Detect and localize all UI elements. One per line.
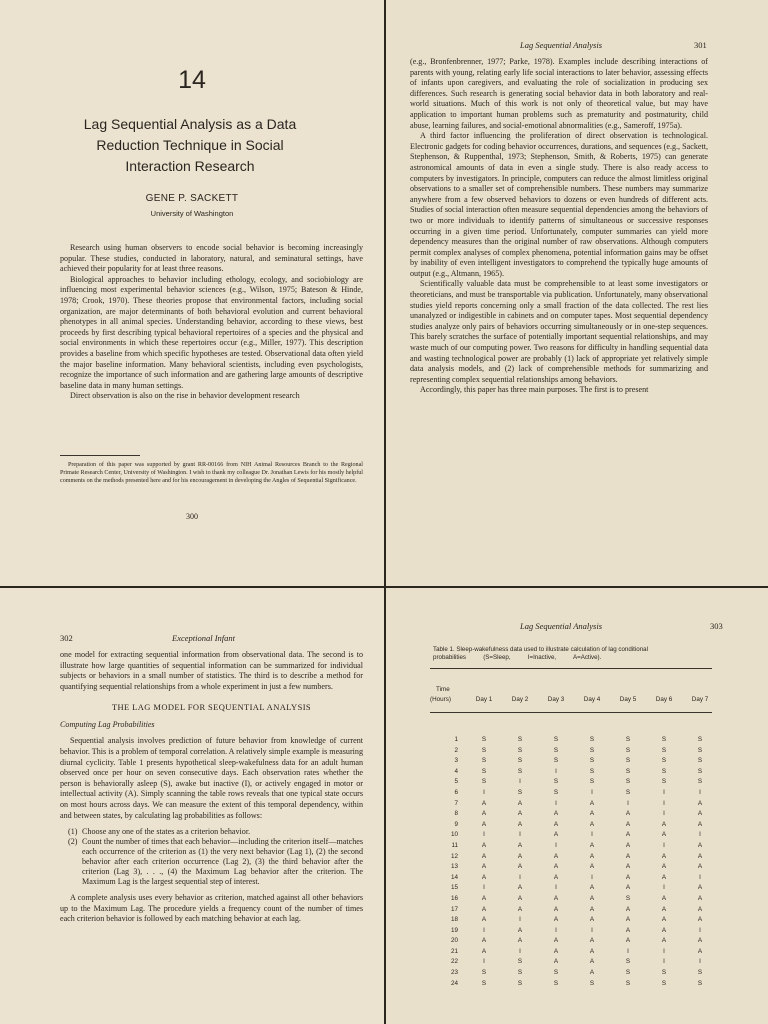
state-cell: S: [697, 746, 703, 754]
state-cell: A: [697, 894, 703, 902]
running-head: Exceptional Infant: [172, 633, 236, 643]
state-cell: I: [519, 831, 521, 839]
page-301: [386, 0, 768, 586]
state-cell: S: [697, 736, 703, 743]
state-cell: S: [589, 746, 595, 754]
state-cell: A: [625, 820, 631, 828]
state-cell: I: [483, 884, 485, 892]
table-row: [426, 883, 716, 894]
chapter-number: 14: [178, 66, 206, 94]
state-cell: S: [697, 778, 703, 786]
state-cell: A: [625, 884, 631, 892]
state-cell: A: [697, 947, 703, 955]
state-cell: A: [481, 937, 487, 945]
state-cell: A: [553, 905, 559, 913]
state-cell: A: [517, 810, 523, 818]
state-cell: A: [517, 820, 523, 828]
state-cell: I: [663, 884, 665, 892]
day-header: Day 4: [583, 696, 601, 703]
hour-cell: 23: [450, 969, 458, 977]
list-number: (2): [68, 837, 78, 847]
state-cell: A: [481, 841, 487, 849]
hour-cell: 2: [454, 746, 458, 754]
state-cell: I: [699, 873, 701, 881]
paragraph: Sequential analysis involves prediction of future behavior from knowledge of current behavior. This is a problem of temporal correlation. A relatively simple example is measuring diurnal cyclicity. Table 1 presents hypothetical sleep-wakefulness data for an adult human observed once per hour on seven consecutive days. Each observation rates whether the person is behaviorally asleep (S), awake but inactive (I), or actively engaged in motor or intellectual activity (A). Simply scanning the table rows reveals that one typical state occurs on most hours across days. We can measure the extent of this temporal dependency, within and between states, by calculating lag probabilities as follows:: [60, 736, 363, 820]
table-rule-header: [430, 712, 712, 713]
hour-cell: 7: [454, 799, 458, 807]
state-cell: S: [589, 767, 595, 775]
state-cell: A: [481, 810, 487, 818]
table-header-row: [426, 685, 716, 695]
state-cell: I: [555, 799, 557, 807]
state-cell: A: [589, 841, 595, 849]
state-cell: A: [697, 852, 703, 860]
paragraph: Research using human observers to encode social behavior is becoming increasingly popular. These studies, conducted in laboratory, natural, and seminatural settings, have achieved their popularity for at least three reasons.: [60, 243, 363, 274]
state-cell: A: [625, 863, 631, 871]
state-cell: I: [663, 810, 665, 818]
footnote: Preparation of this paper was supported by grant RR-00166 from NIH Animal Resources Branch to the Regional Primate Research Center, University of Washington. I wish to thank my colleague Dr. Jonathan Lewis for his mostly helpful comments on the methods presented here and for his encouragement in developing the Angles of Sequential Significance.: [60, 462, 363, 485]
state-cell: S: [481, 979, 487, 987]
state-cell: S: [661, 979, 667, 987]
table-row: [426, 841, 716, 852]
day-header: Day 5: [619, 696, 637, 703]
paragraph: Biological approaches to behavior including ethology, ecology, and sociobiology are influencing most experimental behavior sciences (e.g., Wilson, 1975; Bateson & Hinde, 1978; Crook, 1970). These theories propose that environmental factors, including social organization, are major determinants of both behavioral evolution and current behavioral phenotypes in all animal species. Understanding behavior, according to these views, best proceeds by first describing typical behavioral repertoires of a species and the physical and social environments in which these repertoires occur (e.g., Miller, 1977). This description provides a baseline from which specific hypotheses are tested. Observational data often yield the major baseline information. Many behavioral scientists, including even psychologists, recognize the importance of such information and are gathering large amounts of descriptive baseline data in many human settings.: [60, 274, 363, 390]
state-cell: I: [519, 947, 521, 955]
state-cell: S: [589, 979, 595, 987]
table-row: [426, 894, 716, 905]
state-cell: I: [555, 926, 557, 934]
state-cell: A: [553, 873, 559, 881]
day-header: Day 7: [691, 696, 709, 703]
table-row: [426, 936, 716, 947]
hour-cell: 6: [454, 788, 458, 796]
state-cell: S: [661, 969, 667, 977]
state-cell: I: [699, 958, 701, 966]
day-header: Day 2: [511, 696, 529, 703]
state-cell: S: [625, 958, 631, 966]
hour-cell: 24: [450, 979, 458, 987]
state-cell: A: [661, 820, 667, 828]
state-cell: S: [625, 894, 631, 902]
state-cell: I: [663, 788, 665, 796]
table-row: [426, 852, 716, 863]
footnote-rule: [60, 455, 140, 456]
table-row: [426, 968, 716, 979]
state-cell: A: [589, 947, 595, 955]
state-cell: A: [589, 863, 595, 871]
state-cell: I: [663, 958, 665, 966]
state-cell: A: [481, 873, 487, 881]
state-cell: S: [517, 969, 523, 977]
table-row: [426, 873, 716, 884]
table-caption-line: Table 1. Sleep-wakefulness data used to illustrate calculation of lag conditional: [433, 646, 648, 653]
state-cell: I: [483, 958, 485, 966]
table-header-row: [426, 695, 716, 706]
state-cell: A: [661, 863, 667, 871]
state-cell: I: [555, 841, 557, 849]
state-cell: I: [591, 926, 593, 934]
state-cell: S: [661, 736, 667, 743]
state-cell: A: [625, 937, 631, 945]
state-cell: A: [589, 969, 595, 977]
state-cell: A: [661, 937, 667, 945]
state-cell: A: [697, 810, 703, 818]
state-cell: A: [697, 884, 703, 892]
state-cell: I: [663, 947, 665, 955]
state-cell: S: [589, 736, 595, 743]
state-cell: A: [589, 884, 595, 892]
state-cell: A: [697, 863, 703, 871]
state-cell: I: [555, 884, 557, 892]
state-cell: A: [625, 916, 631, 924]
table-row: [426, 979, 716, 990]
table-row: [426, 777, 716, 788]
state-cell: A: [553, 810, 559, 818]
state-cell: S: [481, 778, 487, 786]
state-cell: S: [661, 767, 667, 775]
hour-cell: 3: [454, 757, 458, 765]
state-cell: S: [481, 757, 487, 765]
hour-cell: 11: [451, 841, 458, 849]
hour-cell: 12: [450, 852, 458, 860]
subsection-heading: Computing Lag Probabilities: [60, 720, 155, 730]
table-row: [426, 746, 716, 757]
paragraph: Accordingly, this paper has three main purposes. The first is to present: [420, 385, 649, 395]
table-row: [426, 735, 716, 746]
state-cell: I: [555, 767, 557, 775]
hour-cell: 14: [450, 873, 458, 881]
hour-cell: 1: [454, 736, 458, 743]
state-cell: A: [697, 905, 703, 913]
state-cell: S: [625, 757, 631, 765]
state-cell: S: [517, 979, 523, 987]
hour-cell: 21: [450, 947, 458, 955]
state-cell: A: [481, 947, 487, 955]
table-row: [426, 862, 716, 873]
state-cell: S: [625, 767, 631, 775]
state-cell: S: [589, 757, 595, 765]
state-cell: A: [661, 873, 667, 881]
state-cell: A: [625, 926, 631, 934]
state-cell: I: [519, 873, 521, 881]
state-cell: A: [661, 894, 667, 902]
state-cell: A: [661, 831, 667, 839]
state-cell: A: [481, 905, 487, 913]
state-cell: I: [627, 947, 629, 955]
day-header: Day 3: [547, 696, 565, 703]
state-cell: S: [661, 757, 667, 765]
table-row: [426, 767, 716, 778]
state-cell: A: [553, 947, 559, 955]
state-cell: I: [663, 841, 665, 849]
state-cell: A: [589, 799, 595, 807]
state-cell: I: [591, 831, 593, 839]
table-row: [426, 915, 716, 926]
hour-cell: 18: [450, 916, 458, 924]
state-cell: I: [483, 926, 485, 934]
paragraph: A third factor influencing the proliferation of direct observation is technological. Electronic gadgets for coding behavior occurrences, durations, and sequences (e.g., Sackett, Stephenson, & Ruppenthal, 1973; Stephenson, Smith, & Roberts, 1975) can generate astronomical amounts of data in even a single study. There is also ready access to computers by investigators. In principle, computers can reduce the almost limitless original observations to a smaller set of comprehensible numbers. These numbers may summarize anywhere from a few observed behaviors to dozens or even hundreds of different acts. Studies of social interaction often measure sequential dependencies among the behaviors of two or more individuals to identify patterns of simultaneous or successive responses occurring in a given time period. Unfortunately, computer summaries can yield more dependency measures than the original number of raw observations. Although computers permit complex analyses of complex phenomena, potential information gains may be offset by inability of even intelligent investigators to comprehend the typically huge amounts of output (e.g., Altmann, 1965).: [410, 131, 708, 278]
state-cell: A: [589, 958, 595, 966]
state-cell: S: [517, 767, 523, 775]
state-cell: A: [625, 810, 631, 818]
table-row: [426, 788, 716, 799]
paragraph: one model for extracting sequential information from observational data. The second is to illustrate how large quantities of sequential information can be summarized for individual subjects or behaviors in a small number of statistics. The third is to describe a method for quantifying sequential relationships from a whole experiment in just a few numbers.: [60, 650, 363, 691]
state-cell: A: [625, 841, 631, 849]
state-cell: S: [625, 979, 631, 987]
page-300-body: [60, 243, 363, 402]
state-cell: A: [697, 841, 703, 849]
state-cell: A: [661, 926, 667, 934]
state-cell: S: [625, 778, 631, 786]
state-cell: A: [517, 894, 523, 902]
hour-cell: 16: [450, 894, 458, 902]
page-number: 303: [710, 621, 723, 631]
state-cell: A: [589, 810, 595, 818]
procedure-list: [60, 827, 363, 887]
page-302: [0, 588, 384, 1024]
section-heading: THE LAG MODEL FOR SEQUENTIAL ANALYSIS: [111, 702, 312, 713]
state-cell: A: [589, 937, 595, 945]
state-cell: S: [517, 788, 523, 796]
day-header: Day 1: [475, 696, 493, 703]
state-cell: A: [697, 916, 703, 924]
table-body: [426, 735, 716, 989]
hour-cell: 19: [450, 926, 458, 934]
state-cell: I: [519, 778, 521, 786]
state-cell: I: [483, 831, 485, 839]
state-cell: A: [517, 937, 523, 945]
state-cell: A: [625, 852, 631, 860]
running-head: Lag Sequential Analysis: [520, 40, 603, 50]
state-cell: I: [519, 916, 521, 924]
state-cell: A: [697, 937, 703, 945]
state-cell: S: [553, 979, 559, 987]
state-cell: S: [625, 969, 631, 977]
time-header: Time: [436, 686, 450, 693]
state-cell: A: [481, 852, 487, 860]
table-row: [426, 947, 716, 958]
state-cell: A: [481, 799, 487, 807]
state-cell: A: [589, 905, 595, 913]
state-cell: S: [697, 757, 703, 765]
chapter-title-line: Lag Sequential Analysis as a Data: [83, 116, 297, 132]
paragraph: (e.g., Bronfenbrenner, 1977; Parke, 1978). Examples include describing interactions of parents with young, relating early life social interactions to later behavior, assessing effects of infants upon caregivers, and evaluating the role of socialization in producing sex differences. Such research is generating social behavior data in both laboratory and real-world situations. Much of this work is not only of theoretical value, but may have application to important human problems such as prematurity and postmaturity, child abuse, learning failures, and social-emotional abnormalities (e.g., Sameroff, 1975a).: [410, 57, 708, 130]
state-cell: S: [553, 736, 559, 743]
state-cell: S: [661, 778, 667, 786]
state-cell: A: [553, 831, 559, 839]
state-cell: I: [699, 788, 701, 796]
chapter-title-line: Interaction Research: [125, 158, 255, 174]
state-cell: A: [697, 820, 703, 828]
page-301-body: [410, 57, 708, 396]
hour-cell: 13: [450, 863, 458, 871]
list-number: (1): [68, 827, 78, 837]
paragraph: Direct observation is also on the rise in behavior development research: [70, 391, 300, 401]
page-number: 300: [186, 512, 198, 521]
state-cell: S: [517, 746, 523, 754]
state-cell: S: [625, 746, 631, 754]
page-number: 301: [694, 40, 707, 50]
hour-cell: 20: [450, 937, 458, 945]
state-cell: A: [481, 820, 487, 828]
state-cell: A: [553, 937, 559, 945]
state-cell: S: [553, 788, 559, 796]
state-cell: S: [481, 746, 487, 754]
table-row: [426, 905, 716, 916]
state-cell: A: [589, 820, 595, 828]
paragraph: Scientifically valuable data must be comprehensible to at least some investigators or theoreticians, and must be transportable via publication. Unfortunately, many observational studies yield reports concerning only a small fraction of the data collected. The rest lies unanalyzed or indigestible in cabinets and on computer tapes. Most sequential dependency studies analyze only pairs of behaviors occurring simultaneously or in one-step sequences. This barely scratches the surface of potentially important sequential relationships, and may waste much of our computing power. Two reasons for difficulty in handling sequential data and wasting technological power are probably (1) lack of appropriate yet relatively simple data analysis models, and (2) lack of comprehensible methods for summarizing and representing complex sequential relationships among behaviors.: [410, 279, 708, 384]
state-cell: A: [517, 884, 523, 892]
state-cell: A: [697, 799, 703, 807]
state-cell: S: [517, 736, 523, 743]
chapter-title-line: Reduction Technique in Social: [96, 137, 284, 153]
state-cell: S: [697, 767, 703, 775]
state-cell: A: [625, 873, 631, 881]
table-row: [426, 830, 716, 841]
state-cell: A: [625, 905, 631, 913]
state-cell: A: [481, 916, 487, 924]
state-cell: A: [517, 905, 523, 913]
state-cell: S: [517, 958, 523, 966]
page-303: [386, 588, 768, 1024]
hour-cell: 9: [454, 820, 458, 828]
hour-cell: 22: [450, 958, 458, 966]
state-cell: A: [481, 894, 487, 902]
state-cell: A: [589, 916, 595, 924]
page-number: 302: [60, 633, 73, 643]
list-item: [60, 827, 363, 837]
state-cell: A: [553, 820, 559, 828]
state-cell: S: [481, 767, 487, 775]
state-cell: A: [553, 863, 559, 871]
table-rule-top: [430, 668, 712, 669]
state-cell: A: [625, 831, 631, 839]
state-cell: S: [553, 746, 559, 754]
day-header: Day 6: [655, 696, 673, 703]
state-cell: I: [699, 926, 701, 934]
state-cell: S: [517, 757, 523, 765]
state-cell: A: [553, 894, 559, 902]
state-cell: A: [517, 852, 523, 860]
table-row: [426, 799, 716, 810]
table-row: [426, 809, 716, 820]
state-cell: I: [699, 831, 701, 839]
list-item: [60, 837, 363, 887]
running-head: Lag Sequential Analysis: [520, 621, 603, 631]
state-cell: S: [625, 736, 631, 743]
state-cell: A: [661, 852, 667, 860]
table-caption: [433, 646, 733, 662]
state-cell: S: [697, 969, 703, 977]
hour-cell: 5: [454, 778, 458, 786]
state-cell: S: [553, 757, 559, 765]
page-300: [0, 0, 384, 586]
author-affiliation: University of Washington: [150, 209, 234, 218]
hour-cell: 4: [454, 767, 458, 775]
table-row: [426, 820, 716, 831]
state-cell: A: [553, 852, 559, 860]
state-cell: I: [627, 799, 629, 807]
table-row: [426, 957, 716, 968]
state-cell: A: [661, 905, 667, 913]
state-cell: A: [517, 841, 523, 849]
state-cell: S: [481, 969, 487, 977]
state-cell: S: [589, 778, 595, 786]
state-cell: S: [553, 778, 559, 786]
state-cell: I: [591, 788, 593, 796]
state-cell: A: [517, 863, 523, 871]
state-cell: A: [553, 958, 559, 966]
state-cell: I: [591, 873, 593, 881]
table-header: [426, 685, 716, 706]
table-caption-line: probabilities (S=Sleep, I=Inactive, A=Active).: [433, 654, 602, 661]
hour-cell: 10: [450, 831, 458, 839]
list-text: Count the number of times that each behavior—including the criterion itself—matches each occurrence of the criterion as (1) the very next behavior (Lag 1), (2) the second behavior after each criterion occurrence (Lag 2), (3) the third behavior after the criterion (Lag 3), . . ., (4) the Maximum Lag behavior after the criterion. The Maximum Lag is the largest sequential step of interest.: [82, 837, 363, 887]
list-text: Choose any one of the states as a criterion behavior.: [82, 827, 251, 837]
table-row: [426, 756, 716, 767]
chapter-title: [60, 114, 320, 177]
hours-header: (Hours): [430, 696, 451, 703]
table-row: [426, 926, 716, 937]
state-cell: A: [517, 926, 523, 934]
paragraph: A complete analysis uses every behavior as criterion, matched against all other behaviors up to the Maximum Lag. The procedure yields a frequency count of the number of times each criterion behavior is followed by each matching behavior at each lag.: [60, 893, 363, 924]
state-cell: S: [625, 788, 631, 796]
hour-cell: 15: [450, 884, 458, 892]
hour-cell: 8: [454, 810, 458, 818]
state-cell: I: [483, 788, 485, 796]
state-cell: A: [589, 852, 595, 860]
state-cell: A: [517, 799, 523, 807]
state-cell: A: [481, 863, 487, 871]
page-302-body: [60, 650, 363, 925]
state-cell: S: [553, 969, 559, 977]
state-cell: S: [661, 746, 667, 754]
state-cell: I: [663, 799, 665, 807]
state-cell: A: [589, 894, 595, 902]
state-cell: A: [553, 916, 559, 924]
state-cell: A: [661, 916, 667, 924]
state-cell: S: [481, 736, 487, 743]
author-name: GENE P. SACKETT: [145, 193, 239, 204]
state-cell: S: [697, 979, 703, 987]
hour-cell: 17: [450, 905, 458, 913]
